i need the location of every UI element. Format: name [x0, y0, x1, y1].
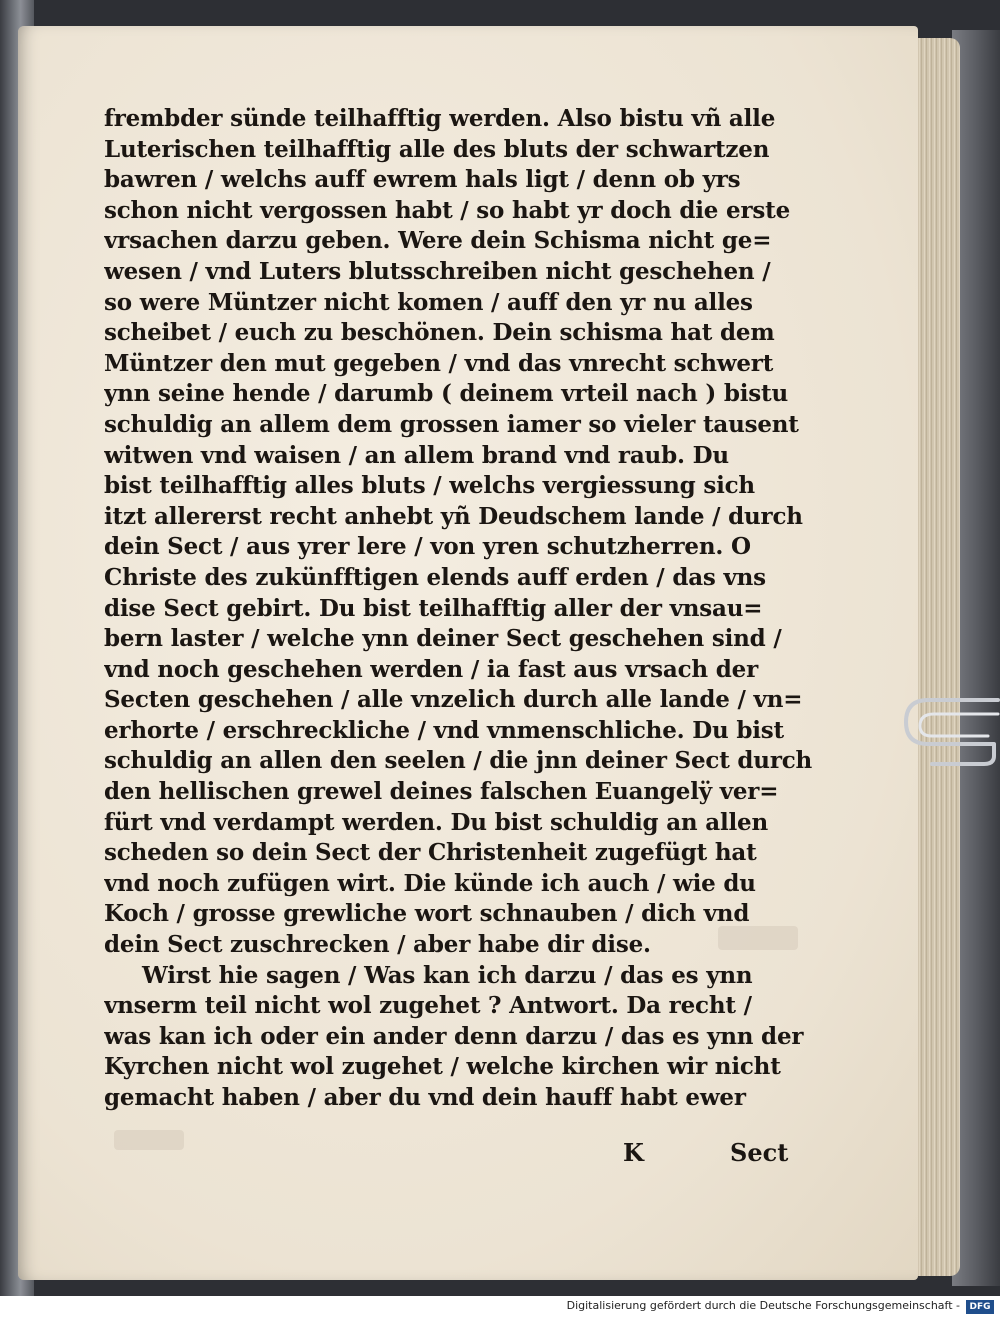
- text-line: den hellischen grewel deines falschen Euangelÿ ver=: [104, 778, 779, 806]
- text-line: scheibet / euch zu beschönen. Dein schisma hat dem: [104, 319, 775, 347]
- text-line: witwen vnd waisen / an allem brand vnd raub. Du: [104, 441, 729, 469]
- text-line: vnd noch zufügen wirt. Die künde ich auch / wie du: [104, 869, 756, 897]
- text-line: Christe des zukünfftigen elends auff erden / das vns: [104, 563, 766, 591]
- text-line: vnd noch geschehen werden / ia fast aus vrsach der: [104, 655, 758, 683]
- text-line: gemacht haben / aber du vnd dein hauff habt ewer: [104, 1084, 746, 1111]
- catchword: Sect: [730, 1138, 789, 1167]
- text-line: was kan ich oder ein ander denn darzu / das es ynn der: [104, 1022, 804, 1050]
- text-line: wesen / vnd Luters blutsschreiben nicht geschehen /: [104, 257, 771, 285]
- text-line: schuldig an allen den seelen / die jnn deiner Sect durch: [104, 747, 813, 775]
- paragraph-start-line: Wirst hie sagen / Was kan ich darzu / das es ynn: [142, 961, 753, 989]
- book-page: [18, 26, 918, 1280]
- text-line: bist teilhafftig alles bluts / welchs vergiessung sich: [104, 472, 755, 500]
- footer-bar: [0, 1296, 1000, 1318]
- text-line: vrsachen darzu geben. Were dein Schisma nicht ge=: [104, 227, 772, 255]
- text-line: Müntzer den mut gegeben / vnd das vnrecht schwert: [104, 349, 774, 377]
- funding-note: Digitalisierung gefördert durch die Deutsche Forschungsgemeinschaft -: [566, 1299, 960, 1312]
- text-line: so were Müntzer nicht komen / auff den yr nu alles: [104, 288, 753, 316]
- text-line: itzt allererst recht anhebt yñ Deudschem lande / durch: [104, 502, 803, 530]
- text-line: frembder sünde teilhafftig werden. Also bistu vñ alle: [104, 105, 776, 132]
- text-line: dise Sect gebirt. Du bist teilhafftig aller der vnsau=: [104, 594, 763, 622]
- bleed-through-smudge: [114, 1130, 184, 1150]
- text-line: Kyrchen nicht wol zugehet / welche kirchen wir nicht: [104, 1053, 781, 1081]
- text-line: vnserm teil nicht wol zugehet ? Antwort. Da recht /: [104, 992, 752, 1020]
- text-line: ynn seine hende / darumb ( deinem vrteil nach ) bistu: [104, 380, 788, 408]
- text-line: Koch / grosse grewliche wort schnauben / dich vnd: [104, 900, 750, 928]
- dfg-logo: DFG: [966, 1300, 994, 1314]
- text-line: scheden so dein Sect der Christenheit zugefügt hat: [104, 839, 757, 867]
- text-line: schon nicht vergossen habt / so habt yr doch die erste: [104, 196, 791, 224]
- text-line: dein Sect zuschrecken / aber habe dir dise.: [104, 931, 651, 959]
- signature-mark: K: [623, 1138, 644, 1167]
- text-line: schuldig an allem dem grossen iamer so vieler tausent: [104, 410, 799, 438]
- text-line: dein Sect / aus yrer lere / von yren schutzherren. O: [104, 533, 751, 561]
- paperclip-icon: [898, 680, 1000, 766]
- text-line: Secten geschehen / alle vnzelich durch alle lande / vn=: [104, 686, 803, 714]
- text-line: erhorte / erschreckliche / vnd vnmenschliche. Du bist: [104, 716, 784, 744]
- page-text-block: [104, 104, 819, 1114]
- text-line: bern laster / welche ynn deiner Sect geschehen sind /: [104, 625, 782, 653]
- text-line: fürt vnd verdampt werden. Du bist schuldig an allen: [104, 808, 768, 836]
- text-line: Luterischen teilhafftig alle des bluts der schwartzen: [104, 135, 770, 163]
- text-line: bawren / welchs auff ewrem hals ligt / denn ob yrs: [104, 166, 741, 194]
